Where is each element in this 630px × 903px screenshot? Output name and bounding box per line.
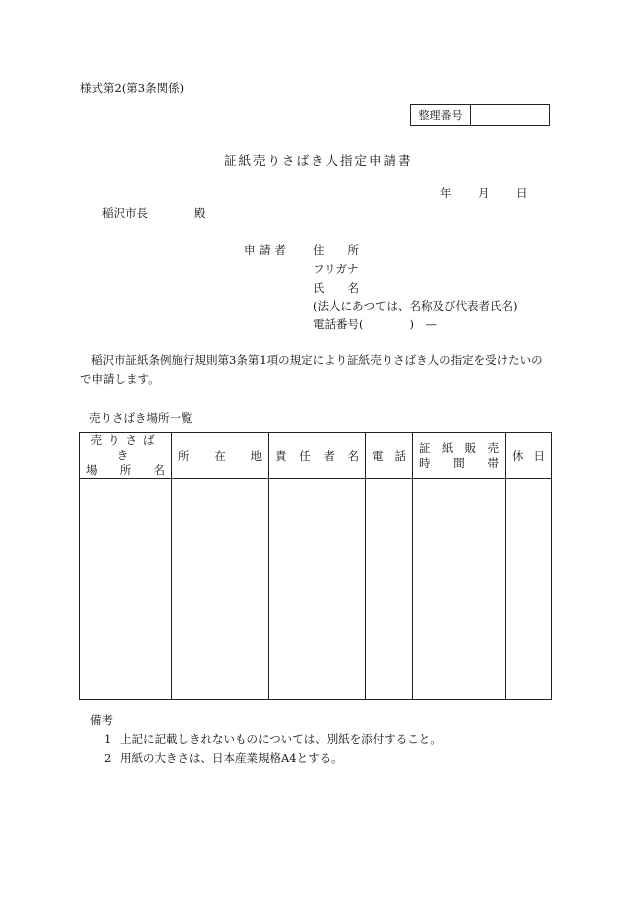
sales-locations-title: 売りさばき場所一覧 — [89, 411, 193, 425]
header-phone — [366, 433, 413, 479]
table-row — [80, 479, 552, 700]
notes-title: 備考 — [90, 713, 113, 727]
cell-location[interactable] — [172, 479, 269, 700]
applicant-phone-field[interactable]: 電話番号( ) — — [313, 317, 437, 331]
date-line — [440, 185, 528, 201]
header-char: 販 — [464, 440, 477, 455]
date-year[interactable]: 年 — [440, 186, 452, 200]
date-month[interactable]: 月 — [478, 186, 490, 200]
header-location — [172, 433, 269, 479]
header-char: 在 — [214, 448, 226, 463]
cell-phone[interactable] — [366, 479, 413, 700]
header-char: 日 — [533, 448, 545, 463]
note-number: 2 — [104, 751, 112, 765]
header-sales-hours — [413, 433, 506, 479]
applicant-name-field[interactable]: 氏 名 — [313, 281, 359, 295]
header-char: 売 — [487, 440, 499, 455]
addressee-name: 稲沢市長 — [102, 206, 148, 220]
header-char: 責 — [275, 448, 287, 463]
header-char: 所 — [178, 448, 190, 463]
header-char: 場 — [86, 463, 98, 477]
header-char: 所 — [119, 463, 132, 477]
application-body-text: 稲沢市証紙条例施行規則第3条第1項の規定により証紙売りさばき人の指定を受けたいので申請します。 — [80, 353, 543, 386]
date-day[interactable]: 日 — [516, 186, 528, 200]
applicant-corporate-note: (法人にあつては、名称及び代表者氏名) — [313, 299, 518, 313]
header-char: 名 — [347, 448, 359, 463]
cell-holiday[interactable] — [506, 479, 552, 700]
header-char: 紙 — [441, 440, 454, 455]
note-number: 1 — [104, 732, 112, 746]
reference-number-field[interactable] — [471, 105, 549, 125]
header-place-name-line1: 売りさばき — [90, 433, 161, 462]
note-item — [104, 750, 343, 766]
form-label: 様式第2(第3条関係) — [80, 81, 185, 95]
header-char: 休 — [512, 448, 524, 463]
note-text: 上記に記載しきれないものについては、別紙を添付すること。 — [120, 732, 442, 746]
cell-place-name[interactable] — [80, 479, 172, 700]
addressee — [102, 205, 206, 221]
document-title: 証紙売りさばき人指定申請書 — [224, 153, 413, 168]
applicant-furigana-field[interactable]: フリガナ — [313, 262, 359, 276]
header-char: 電 — [372, 448, 384, 463]
sales-locations-table — [79, 432, 552, 700]
header-char: 地 — [250, 448, 262, 463]
header-char: 時 — [419, 455, 431, 470]
header-char: 間 — [453, 455, 465, 470]
header-char: 帯 — [487, 455, 499, 470]
header-char: 任 — [299, 448, 311, 463]
header-char: 者 — [323, 448, 335, 463]
cell-sales-hours[interactable] — [413, 479, 506, 700]
reference-number-label: 整理番号 — [411, 105, 471, 125]
applicant-address-field[interactable]: 住 所 — [313, 243, 359, 257]
header-manager-name — [269, 433, 366, 479]
header-char: 証 — [419, 440, 431, 455]
cell-manager-name[interactable] — [269, 479, 366, 700]
header-place-name — [80, 433, 172, 479]
addressee-honorific: 殿 — [194, 206, 206, 220]
header-char: 名 — [153, 463, 165, 477]
header-char: 話 — [394, 448, 406, 463]
applicant-role-label: 申 請 者 — [244, 243, 286, 257]
header-holiday — [506, 433, 552, 479]
reference-number-box — [410, 104, 550, 126]
note-item — [104, 731, 442, 747]
note-text: 用紙の大きさは、日本産業規格A4とする。 — [120, 751, 343, 765]
table-header-row — [80, 433, 552, 479]
